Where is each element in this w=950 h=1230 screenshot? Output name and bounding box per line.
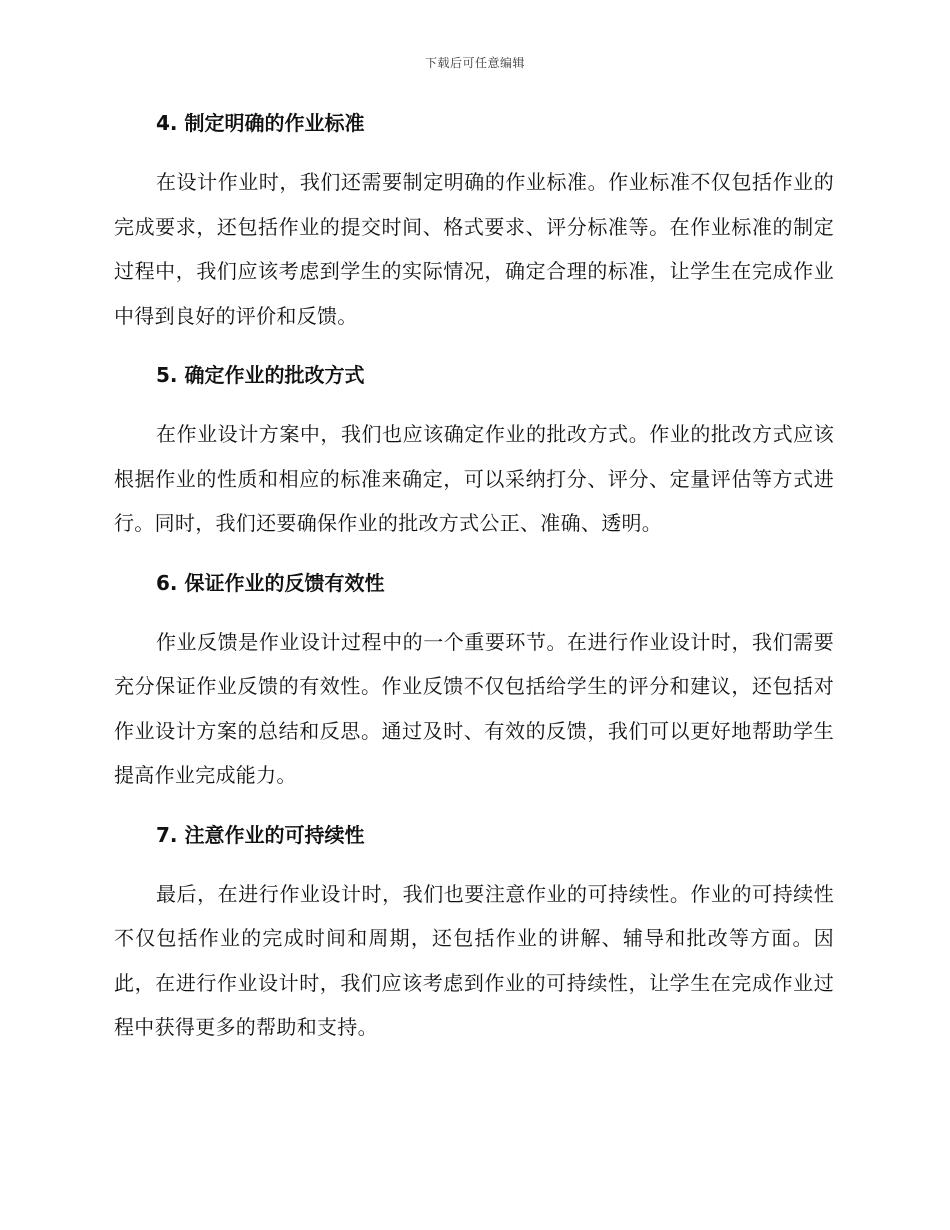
section-7 [114, 820, 834, 1050]
section-paragraph: 作业反馈是作业设计过程中的一个重要环节。在进行作业设计时，我们需要充分保证作业反馈的有效性。作业反馈不仅包括给学生的评分和建议，还包括对作业设计方案的总结和反思。通过及时、有效的反馈，我们可以更好地帮助学生提高作业完成能力。 [114, 629, 834, 787]
section-paragraph: 在设计作业时，我们还需要制定明确的作业标准。作业标准不仅包括作业的完成要求，还包括作业的提交时间、格式要求、评分标准等。在作业标准的制定过程中，我们应该考虑到学生的实际情况，确定合理的标准，让学生在完成作业中得到良好的评价和反馈。 [114, 170, 834, 328]
section-heading: 7. 注意作业的可持续性 [156, 822, 365, 847]
section-5 [114, 360, 834, 546]
section-heading: 4. 制定明确的作业标准 [156, 111, 365, 135]
section-4 [114, 108, 834, 338]
section-paragraph: 最后，在进行作业设计时，我们也要注意作业的可持续性。作业的可持续性不仅包括作业的完成时间和周期，还包括作业的讲解、辅导和批改等方面。因此，在进行作业设计时，我们应该考虑到作业的可持续性，让学生在完成作业过程中获得更多的帮助和支持。 [114, 881, 834, 1039]
section-heading: 6. 保证作业的反馈有效性 [156, 570, 385, 595]
document-content [114, 108, 834, 1072]
section-paragraph: 在作业设计方案中，我们也应该确定作业的批改方式。作业的批改方式应该根据作业的性质和相应的标准来确定，可以采纳打分、评分、定量评估等方式进行。同时，我们还要确保作业的批改方式公正、准确、透明。 [114, 422, 834, 535]
section-heading: 5. 确定作业的批改方式 [156, 363, 365, 387]
section-6 [114, 568, 834, 798]
header-note: 下载后可任意编辑 [424, 56, 525, 70]
